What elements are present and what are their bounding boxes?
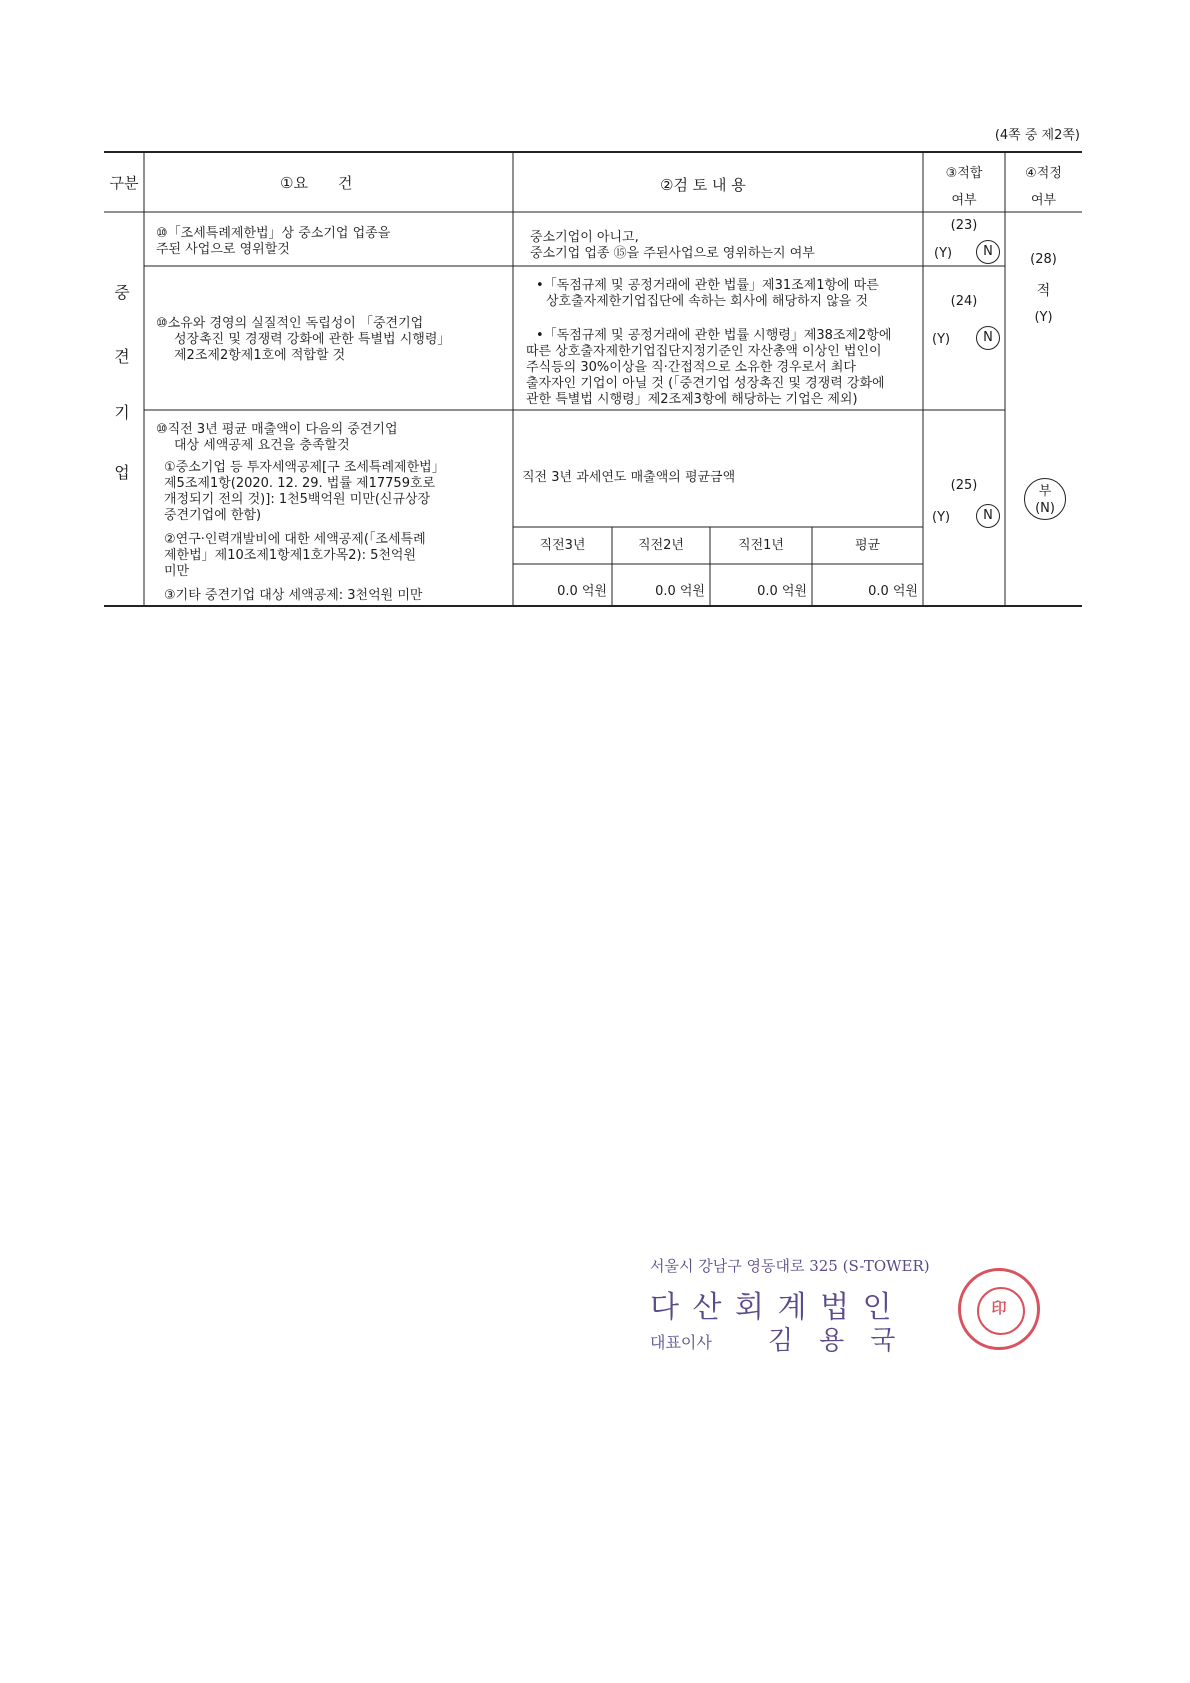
r3-requirement-line1: ⑩직전 3년 평균 매출액이 다음의 중견기업	[156, 422, 398, 437]
category-char-4: 업	[114, 463, 130, 482]
adequacy-no-circle	[1024, 478, 1066, 520]
r3-requirement-line8: 제한법」제10조제1항제1호가목2): 5천억원	[164, 548, 417, 563]
r3-requirement-line4: 제5조제1항(2020. 12. 29. 법률 제17759호로	[164, 476, 436, 491]
r1-fit-number: (23)	[950, 218, 978, 233]
r3-requirement-line7: ②연구·인력개발비에 대한 세액공제(「조세특례	[164, 532, 426, 547]
company-seal-icon: 印	[958, 1268, 1040, 1350]
r1-review-line1: 중소기업이 아니고,	[530, 230, 639, 245]
category-char-3: 기	[114, 403, 130, 422]
adequacy-yes: (Y)	[1034, 310, 1053, 325]
header-adequate-line1: ④적정	[1025, 166, 1062, 181]
r2-review-line6: 출자자인 기업이 아닐 것 (「중견기업 성장촉진 및 경쟁력 강화에	[526, 376, 885, 391]
adequacy-number: (28)	[1030, 252, 1057, 267]
r2-fit-yes: (Y)	[932, 332, 951, 347]
r2-fit-no	[976, 326, 1000, 350]
page-number: (4쪽 중 제2쪽)	[994, 128, 1080, 143]
r2-review-line1: •「독점규제 및 공정거래에 관한 법률」제31조제1항에 따른	[536, 278, 879, 293]
r1-requirement-line1: ⑩「조세특례제한법」상 중소기업 업종을	[156, 226, 391, 241]
r3-fit-no-circle: N	[976, 504, 1000, 528]
r2-review-line7: 관한 특별법 시행령」제2조제3항에 해당하는 기업은 제외)	[526, 392, 858, 407]
r2-review-line5: 주식등의 30%이상을 직·간접적으로 소유한 경우로서 최다	[526, 360, 856, 375]
revenue-header-3y: 직전3년	[539, 538, 586, 553]
header-fit-line2: 여부	[951, 193, 977, 208]
signature-ceo-name: 김 용 국	[768, 1326, 896, 1356]
r1-fit-no-circle: N	[976, 240, 1000, 264]
r3-requirement-line5: 개정되기 전의 것)]: 1천5백억원 미만(신규상장	[164, 492, 431, 507]
revenue-value-2y: 0.0 억원	[655, 584, 705, 599]
r1-requirement-line2: 주된 사업으로 영위할것	[156, 242, 290, 257]
r2-review-line4: 따른 상호출자제한기업집단지정기준인 자산총액 이상인 법인이	[526, 344, 882, 359]
revenue-value-3y: 0.0 억원	[557, 584, 607, 599]
r2-review-line2: 상호출자제한기업집단에 속하는 회사에 해당하지 않을 것	[546, 294, 869, 309]
header-fit-line1: ③적합	[945, 166, 983, 181]
r3-fit-no	[976, 504, 1000, 528]
header-review: ②검 토 내 용	[660, 176, 746, 194]
adequacy-label: 적	[1036, 283, 1051, 299]
r2-requirement-line1: ⑩소유와 경영의 실질적인 독립성이 「중견기업	[156, 316, 424, 331]
r3-requirement-line9: 미만	[164, 564, 190, 579]
category-char-2: 견	[114, 347, 130, 366]
revenue-header-1y: 직전1년	[738, 538, 784, 553]
header-adequate-line2: 여부	[1030, 193, 1057, 208]
header-category: 구분	[109, 174, 139, 192]
r2-fit-no-circle: N	[976, 326, 1000, 350]
r3-requirement-line10: ③기타 중견기업 대상 세액공제: 3천억원 미만	[164, 588, 423, 603]
header-requirement: ①요 건	[280, 174, 353, 192]
r1-fit-no	[976, 240, 1000, 264]
signature-address: 서울시 강남구 영동대로 325 (S-TOWER)	[650, 1257, 930, 1275]
r1-fit-yes: (Y)	[934, 246, 953, 261]
r3-requirement-line6: 중견기업에 한함)	[164, 508, 262, 523]
signature-ceo-title: 대표이사	[650, 1333, 712, 1352]
signature-firm: 다 산 회 계 법 인	[650, 1290, 894, 1325]
r2-requirement-line3: 제2조제2항제1호에 적합할 것	[174, 348, 346, 363]
r2-review-line3: •「독점규제 및 공정거래에 관한 법률 시행령」제38조제2항에	[536, 328, 892, 343]
category-char-1: 중	[114, 283, 130, 302]
revenue-header-2y: 직전2년	[638, 538, 684, 553]
r3-requirement-line3: ①중소기업 등 투자세액공제[구 조세특례제한법」	[164, 460, 445, 475]
adequacy-no-label: 부	[1038, 484, 1052, 499]
revenue-header-avg: 평균	[854, 538, 881, 553]
r2-requirement-line2: 성장촉진 및 경쟁력 강화에 관한 특별법 시행령」	[174, 332, 451, 347]
adequacy-no-code: (N)	[1035, 501, 1055, 516]
r3-review-line1: 직전 3년 과세연도 매출액의 평균금액	[522, 470, 736, 485]
revenue-value-1y: 0.0 억원	[757, 584, 807, 599]
r3-fit-yes: (Y)	[932, 510, 951, 525]
r1-review-line2: 중소기업 업종 ⑮을 주된사업으로 영위하는지 여부	[530, 246, 815, 261]
r2-fit-number: (24)	[950, 294, 978, 309]
r3-fit-number: (25)	[950, 478, 978, 493]
revenue-value-avg: 0.0 억원	[868, 584, 918, 599]
r3-requirement-line2: 대상 세액공제 요건을 충족할것	[174, 438, 350, 453]
